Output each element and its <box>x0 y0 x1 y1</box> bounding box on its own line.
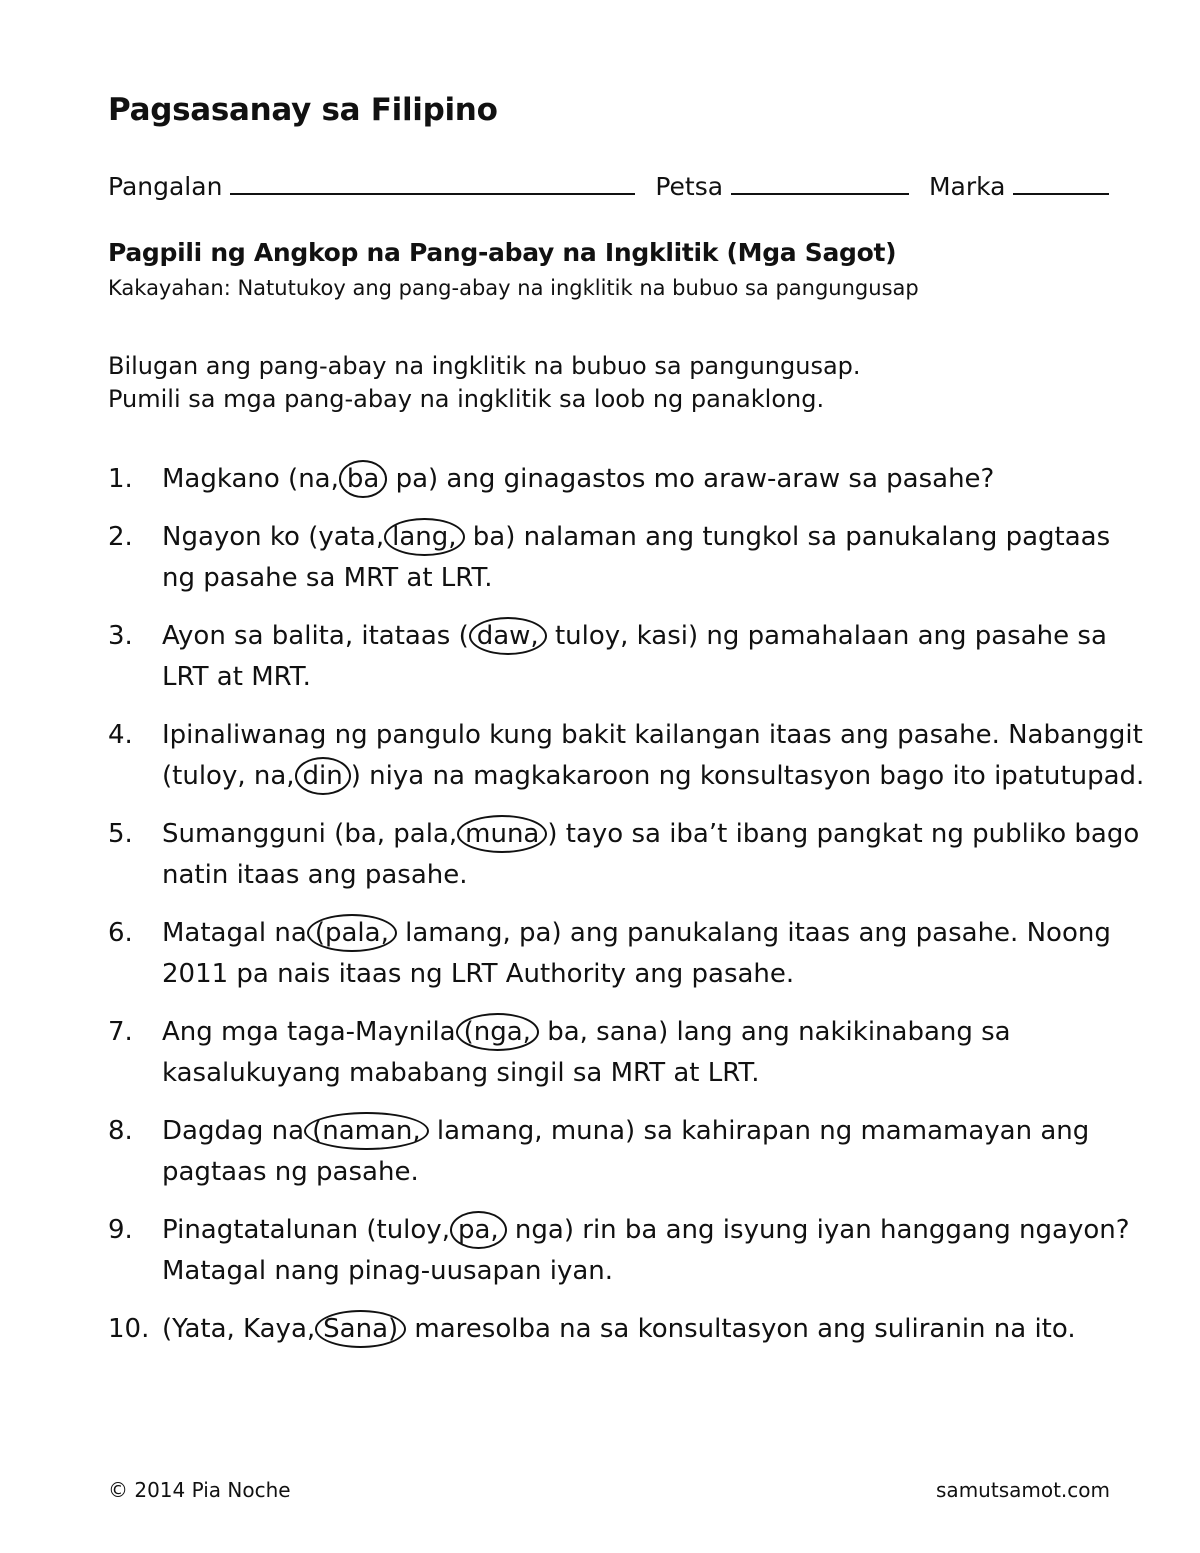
circled-answer: din <box>295 757 351 795</box>
copyright: © 2014 Pia Noche <box>108 1478 291 1502</box>
item-text-after: ) niya na magkakaroon ng konsultasyon bago ito ipatutupad. <box>350 761 1145 791</box>
circled-answer: lang, <box>384 518 464 556</box>
item-text-before: Ayon sa balita, itataas ( <box>162 621 469 651</box>
instruction-line-2: Pumili sa mga pang-abay na ingklitik sa loob ng panaklong. <box>108 385 825 413</box>
list-item <box>108 1210 1148 1292</box>
item-text-after: ba) nalaman ang tungkol sa panukalang pagtaas ng pasahe sa MRT at LRT. <box>162 522 1111 593</box>
item-text-after: ba, sana) lang ang nakikinabang sa kasalukuyang mababang singil sa MRT at LRT. <box>162 1017 1011 1088</box>
circled-answer: ba <box>339 460 387 498</box>
list-item <box>108 1111 1148 1193</box>
item-text-after: ) tayo sa iba’t ibang pangkat ng publiko bago natin itaas ang pasahe. <box>162 819 1140 890</box>
item-text-after: pa) ang ginagastos mo araw-araw sa pasahe? <box>387 464 995 494</box>
list-item <box>108 715 1148 797</box>
list-item <box>108 1309 1148 1350</box>
item-number: 9. <box>108 1215 133 1245</box>
item-text-after: nga) rin ba ang isyung iyan hanggang ngayon? Matagal nang pinag-uusapan iyan. <box>162 1215 1130 1286</box>
item-text-after: tuloy, kasi) ng pamahalaan ang pasahe sa LRT at MRT. <box>162 621 1107 692</box>
grade-label: Marka <box>928 172 1006 201</box>
item-number: 5. <box>108 819 133 849</box>
item-number: 8. <box>108 1116 133 1146</box>
item-text-before: Ipinaliwanag ng pangulo kung bakit kailangan itaas ang pasahe. Nabanggit (tuloy, na, <box>162 720 1143 791</box>
item-text-before: Dagdag na <box>162 1116 305 1146</box>
list-item <box>108 459 1148 500</box>
date-blank[interactable] <box>731 189 909 195</box>
item-text-before: Pinagtatalunan (tuloy, <box>162 1215 450 1245</box>
date-label: Petsa <box>655 172 724 201</box>
circled-answer: Sana) <box>315 1310 406 1348</box>
item-text-before: Matagal na <box>162 918 307 948</box>
instruction-line-1: Bilugan ang pang-abay na ingklitik na bubuo sa pangungusap. <box>108 352 861 380</box>
item-number: 10. <box>108 1314 150 1344</box>
exercise-list <box>108 459 1148 1350</box>
list-item <box>108 913 1148 995</box>
item-text-after: lamang, muna) sa kahirapan ng mamamayan ang pagtaas ng pasahe. <box>162 1116 1090 1187</box>
item-number: 6. <box>108 918 133 948</box>
item-text-before: Ang mga taga-Maynila <box>162 1017 456 1047</box>
item-text-before: Magkano (na, <box>162 464 339 494</box>
item-number: 3. <box>108 621 133 651</box>
item-text-before: Ngayon ko (yata, <box>162 522 385 552</box>
list-item <box>108 1012 1148 1094</box>
section-title: Pagpili ng Angkop na Pang-abay na Ingklitik (Mga Sagot) <box>108 238 897 267</box>
skill-description: Kakayahan: Natutukoy ang pang-abay na ingklitik na bubuo sa pangungusap <box>108 276 919 300</box>
item-text-after: maresolba na sa konsultasyon ang suliranin na ito. <box>406 1314 1076 1344</box>
item-text-after: lamang, pa) ang panukalang itaas ang pasahe. Noong 2011 pa nais itaas ng LRT Authority ang pasahe. <box>162 918 1111 989</box>
circled-answer: pa, <box>450 1211 507 1249</box>
circled-answer: (pala, <box>307 914 397 952</box>
circled-answer: daw, <box>469 617 547 655</box>
list-item <box>108 517 1148 599</box>
item-number: 1. <box>108 464 133 494</box>
list-item <box>108 616 1148 698</box>
item-text-before: Sumangguni (ba, pala, <box>162 819 458 849</box>
circled-answer: muna <box>457 815 547 853</box>
item-number: 7. <box>108 1017 133 1047</box>
student-info-fields <box>108 172 1118 201</box>
worksheet-title: Pagsasanay sa Filipino <box>108 92 498 128</box>
name-blank[interactable] <box>230 189 635 195</box>
instructions <box>108 350 861 416</box>
item-number: 2. <box>108 522 133 552</box>
item-number: 4. <box>108 720 133 750</box>
grade-blank[interactable] <box>1013 189 1109 195</box>
list-item <box>108 814 1148 896</box>
circled-answer: (nga, <box>456 1013 539 1051</box>
name-label: Pangalan <box>108 172 223 201</box>
site-link[interactable]: samutsamot.com <box>936 1478 1110 1502</box>
circled-answer: (naman, <box>304 1112 429 1150</box>
item-text-before: (Yata, Kaya, <box>162 1314 316 1344</box>
